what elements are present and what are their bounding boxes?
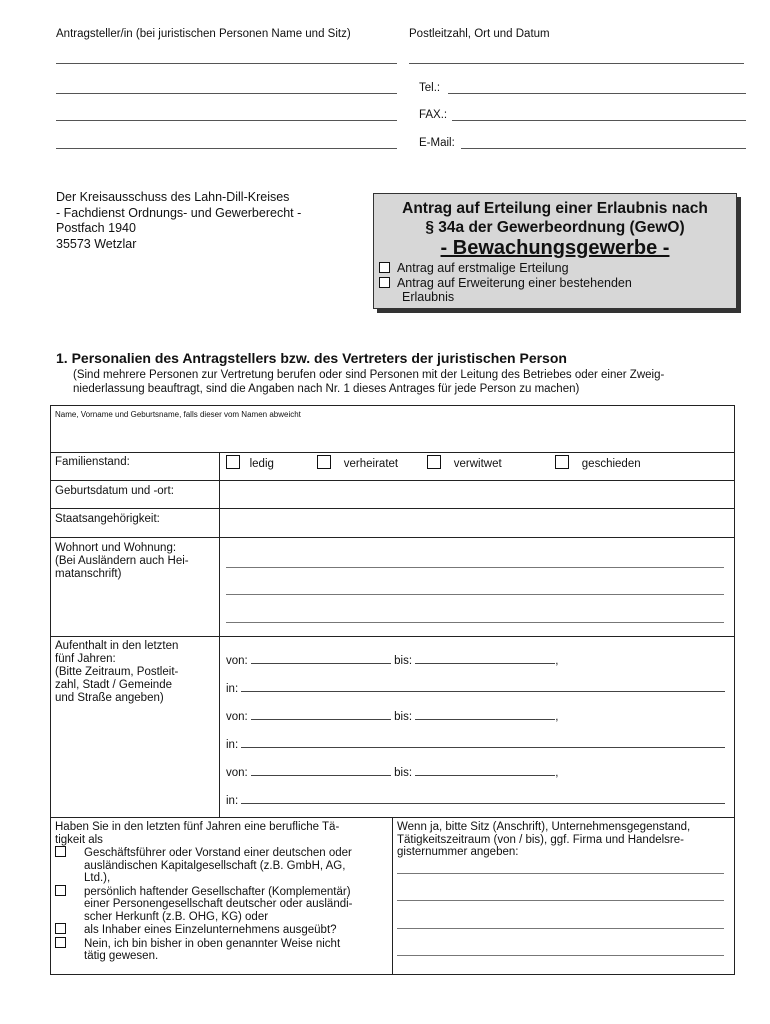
comma: , (555, 655, 559, 667)
option-first-grant: Antrag auf erstmalige Erteilung (396, 261, 569, 275)
instruction-line: Tätigkeitszeitraum (von / bis), ggf. Firma und Handelsre- (397, 833, 684, 846)
option-text: Nein, ich bin bisher in oben genannter Weise nicht (84, 937, 341, 950)
option-extension: Antrag auf Erweiterung einer bestehenden (396, 275, 632, 290)
stay-place-3 (226, 793, 725, 808)
in-field[interactable] (241, 793, 725, 804)
career-detail-line-2[interactable] (397, 900, 724, 901)
in-label: in: (226, 795, 239, 807)
note-line: niederlassung beauftragt, sind die Angaben nach Nr. 1 dieses Antrages für jede Person zu machen) (73, 383, 580, 395)
from-label: von: (226, 711, 248, 723)
status-option-single[interactable] (226, 455, 274, 471)
label-line: Aufenthalt in den letzten (55, 640, 179, 652)
applicant-line-2[interactable] (56, 93, 397, 94)
to-field[interactable] (415, 709, 555, 720)
status-option-married[interactable] (317, 455, 398, 471)
career-detail-line-3[interactable] (397, 928, 724, 929)
checkbox-extension[interactable] (379, 277, 390, 288)
question-line: tigkeit als (55, 833, 103, 846)
fax-field[interactable] (452, 120, 746, 121)
name-field[interactable] (52, 422, 732, 450)
status-label: verwitwet (453, 458, 502, 470)
tel-label: Tel.: (419, 82, 441, 94)
option-text: persönlich haftender Gesellschafter (Komplementär) (84, 885, 351, 898)
stay-place-2 (226, 737, 725, 752)
residence-line-2[interactable] (226, 594, 724, 595)
option-text: als Inhaber eines Einzelunternehmens ausgeübt? (84, 924, 337, 936)
status-label: ledig (249, 458, 274, 470)
section-1-heading: 1. Personalien des Antragstellers bzw. des Vertreters der juristischen Person (56, 350, 567, 366)
to-field[interactable] (415, 653, 555, 664)
note-line: (Sind mehrere Personen zur Vertretung berufen oder sind Personen mit der Leitung des Betriebes oder einer Zweig- (73, 369, 665, 381)
in-label: in: (226, 683, 239, 695)
birth-label: Geburtsdatum und -ort: (55, 485, 174, 497)
title-line-1: Antrag auf Erteilung einer Erlaubnis nach (402, 200, 708, 217)
in-field[interactable] (241, 737, 725, 748)
place-date-label: Postleitzahl, Ort und Datum (409, 28, 550, 40)
checkbox-first-grant[interactable] (379, 262, 390, 273)
family-status-label: Familienstand: (55, 456, 130, 468)
status-option-divorced[interactable] (555, 455, 641, 471)
in-label: in: (226, 739, 239, 751)
stay-label (55, 640, 178, 705)
email-label: E-Mail: (419, 137, 455, 149)
to-label: bis: (394, 711, 413, 723)
label-line: fünf Jahren: (55, 653, 116, 665)
career-detail-line-4[interactable] (397, 955, 724, 956)
in-field[interactable] (241, 681, 725, 692)
residence-line-1[interactable] (226, 567, 724, 568)
instruction-line: Wenn ja, bitte Sitz (Anschrift), Unternehmensgegenstand, (397, 821, 691, 833)
stay-period-1 (226, 653, 558, 668)
fax-label: FAX.: (419, 109, 448, 121)
career-detail-line-1[interactable] (397, 873, 724, 874)
option-text: Geschäftsführer oder Vorstand einer deutschen oder (84, 847, 352, 859)
address-line: Postfach 1940 (56, 221, 136, 235)
checkbox-divorced[interactable] (555, 455, 569, 469)
email-field[interactable] (461, 148, 746, 149)
label-line: zahl, Stadt / Gemeinde (55, 679, 172, 691)
stay-period-2 (226, 709, 558, 724)
option-text: Ltd.), (84, 872, 111, 884)
nationality-label: Staatsangehörigkeit: (55, 513, 160, 525)
tel-field[interactable] (448, 93, 746, 94)
checkbox-single[interactable] (226, 455, 240, 469)
comma: , (555, 711, 559, 723)
checkbox-managing-director[interactable] (55, 846, 66, 857)
option-text: scher Herkunft (z.B. OHG, KG) oder (84, 910, 269, 923)
nationality-field[interactable] (221, 510, 731, 535)
residence-label (55, 542, 189, 581)
from-label: von: (226, 767, 248, 779)
career-question (55, 821, 353, 963)
recipient-address (56, 190, 301, 252)
applicant-label: Antragsteller/in (bei juristischen Personen Name und Sitz) (56, 28, 351, 40)
applicant-line-3[interactable] (56, 120, 397, 121)
title-line-2: § 34a der Gewerbeordnung (GewO) (425, 219, 685, 236)
checkbox-widowed[interactable] (427, 455, 441, 469)
label-line: (Bitte Zeitraum, Postleit- (55, 666, 179, 678)
label-line: Wohnort und Wohnung: (55, 542, 177, 554)
title-line-3: - Bewachungsgewerbe - (440, 237, 670, 259)
checkbox-sole-proprietor[interactable] (55, 923, 66, 934)
option-text: ausländischen Kapitalgesellschaft (z.B. GmbH, AG, (84, 859, 346, 872)
checkbox-general-partner[interactable] (55, 885, 66, 896)
place-date-line[interactable] (409, 63, 744, 64)
status-label: geschieden (581, 458, 641, 470)
residence-line-3[interactable] (226, 622, 724, 623)
option-extension-cont: Erlaubnis (402, 290, 455, 304)
address-line: Der Kreisausschuss des Lahn-Dill-Kreises (56, 190, 290, 204)
question-line: Haben Sie in den letzten fünf Jahren eine berufliche Tä- (55, 821, 340, 833)
address-line: 35573 Wetzlar (56, 236, 137, 251)
name-label: Name, Vorname und Geburtsname, falls dieser vom Namen abweicht (55, 410, 301, 419)
to-label: bis: (394, 767, 413, 779)
checkbox-married[interactable] (317, 455, 331, 469)
from-label: von: (226, 655, 248, 667)
status-label: verheiratet (343, 458, 399, 470)
label-line: (Bei Ausländern auch Hei- (55, 555, 189, 567)
section-1-note (73, 368, 664, 396)
from-field[interactable] (251, 709, 391, 720)
checkbox-none[interactable] (55, 937, 66, 948)
from-field[interactable] (251, 653, 391, 664)
applicant-line-1[interactable] (56, 63, 397, 64)
instruction-line: gisternummer angeben: (397, 846, 519, 858)
to-field[interactable] (415, 765, 555, 776)
address-line: - Fachdienst Ordnungs- und Gewerberecht - (56, 205, 302, 220)
if-yes-instructions (397, 821, 690, 859)
stay-period-3 (226, 765, 558, 780)
option-text: tätig gewesen. (84, 950, 159, 962)
application-title-box (373, 193, 737, 309)
option-text: einer Personengesellschaft deutscher oder ausländi- (84, 898, 353, 910)
comma: , (555, 767, 559, 779)
label-line: matanschrift) (55, 568, 122, 580)
status-option-widowed[interactable] (427, 455, 502, 471)
birth-field[interactable] (221, 482, 731, 506)
to-label: bis: (394, 655, 413, 667)
label-line: und Straße angeben) (55, 692, 164, 704)
from-field[interactable] (251, 765, 391, 776)
stay-place-1 (226, 681, 725, 696)
applicant-line-4[interactable] (56, 148, 397, 149)
